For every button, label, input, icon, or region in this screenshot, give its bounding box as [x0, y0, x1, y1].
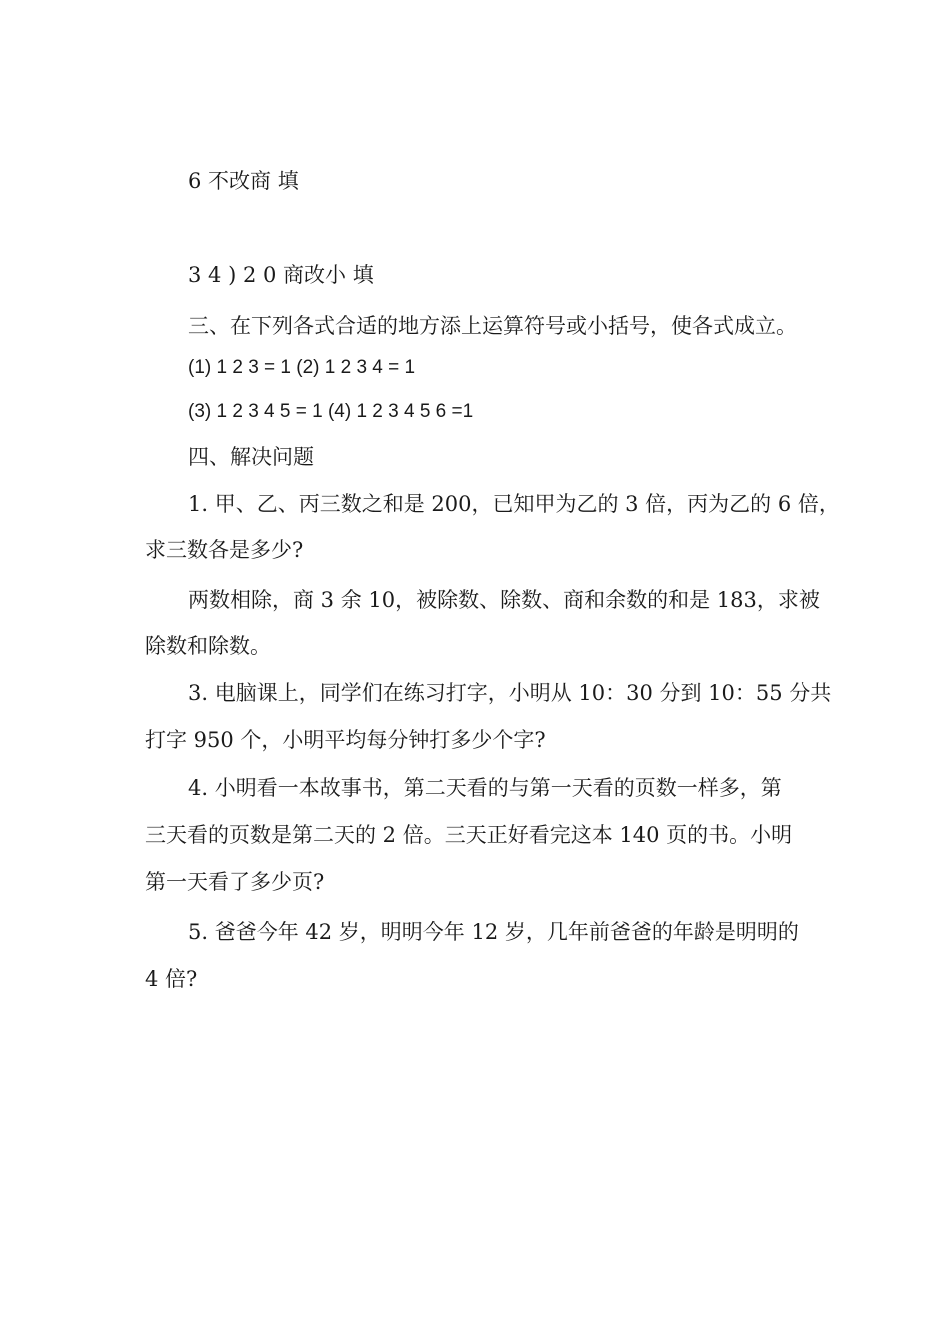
fill-line-2: 3 4 ) 2 0 商改小 填	[188, 263, 374, 287]
problem-2-line-1: 两数相除，商 3 余 10，被除数、除数、商和余数的和是 183，求被	[188, 588, 820, 612]
problem-2-line-2: 除数和除数。	[145, 634, 271, 658]
problem-3-line-2: 打字 950 个，小明平均每分钟打多少个字?	[145, 728, 546, 752]
problem-5-line-2: 4 倍?	[145, 967, 198, 991]
problem-3-line-1: 3. 电脑课上，同学们在练习打字，小明从 10：30 分到 10：55 分共	[188, 681, 832, 705]
problem-1-line-2: 求三数各是多少?	[145, 538, 304, 562]
fill-line-1: 6 不改商 填	[188, 169, 299, 193]
problem-4-line-3: 第一天看了多少页?	[145, 870, 325, 894]
equation-line-2: (3) 1 2 3 4 5 = 1 (4) 1 2 3 4 5 6 =1	[188, 401, 474, 422]
equation-line-1: (1) 1 2 3 = 1 (2) 1 2 3 4 = 1	[188, 357, 416, 378]
problem-4-line-2: 三天看的页数是第二天的 2 倍。三天正好看完这本 140 页的书。小明	[145, 823, 793, 847]
section-3-heading: 三、在下列各式合适的地方添上运算符号或小括号，使各式成立。	[188, 314, 797, 338]
problem-1-line-1: 1. 甲、乙、丙三数之和是 200，已知甲为乙的 3 倍，丙为乙的 6 倍，	[188, 492, 840, 516]
problem-4-line-1: 4. 小明看一本故事书，第二天看的与第一天看的页数一样多，第	[188, 776, 782, 800]
problem-5-line-1: 5. 爸爸今年 42 岁，明明今年 12 岁，几年前爸爸的年龄是明明的	[188, 920, 799, 944]
section-4-heading: 四、解决问题	[188, 445, 314, 469]
